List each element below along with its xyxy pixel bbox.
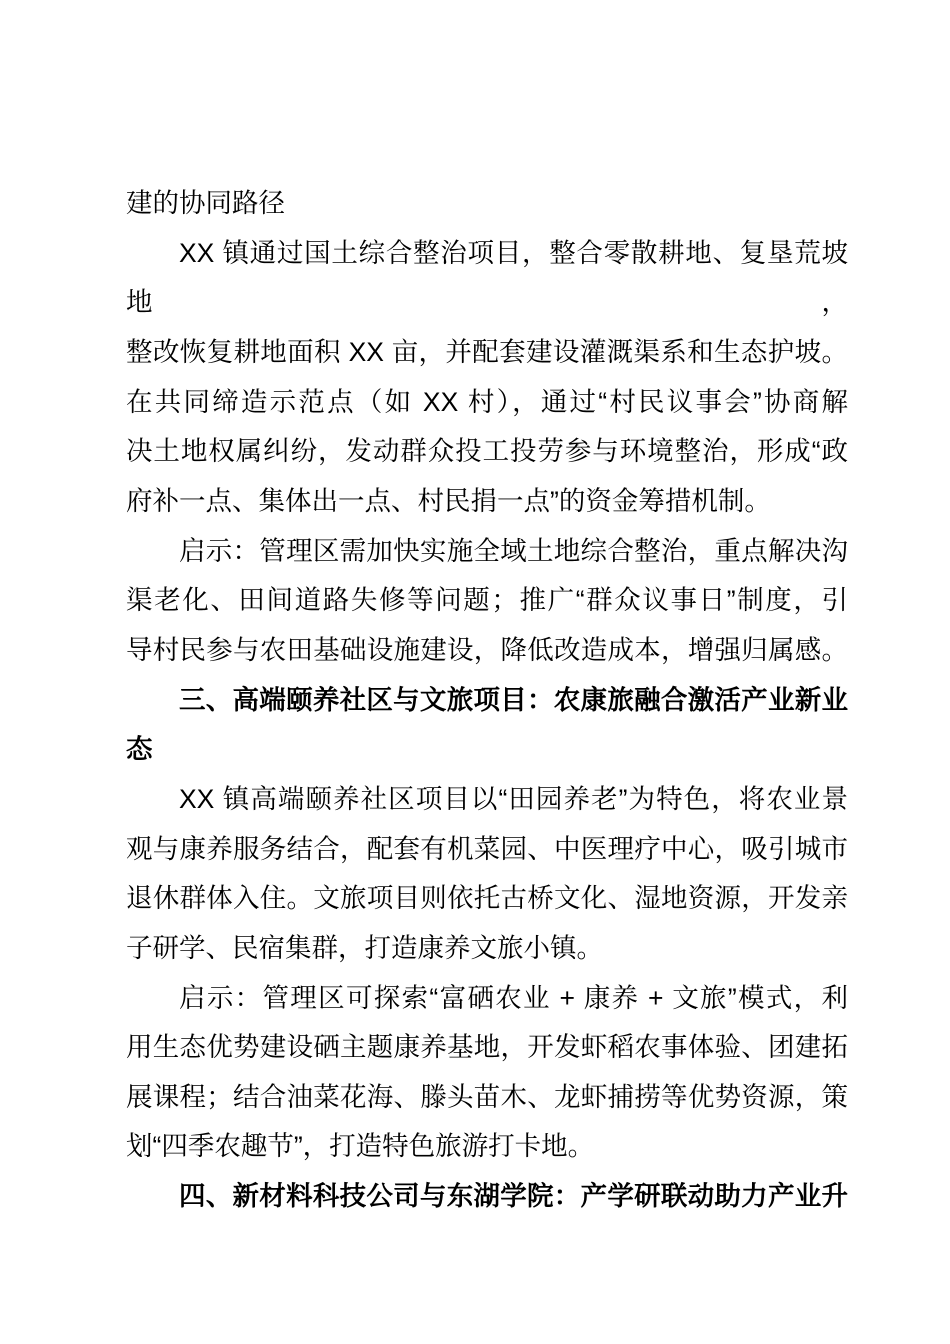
- text-line: 启示：管理区需加快实施全域土地综合整治，重点解决沟: [179, 535, 848, 566]
- text-line: 观与康养服务结合，配套有机菜园、中医理疗中心，吸引城市: [126, 833, 848, 864]
- text-line: 退休群体入住。文旅项目则依托古桥文化、湿地资源，开发亲: [126, 883, 848, 914]
- text-block: [126, 179, 848, 1222]
- heading-line: 四、新材料科技公司与东湖学院：产学研联动助力产业升: [179, 1181, 848, 1212]
- text-line: 府补一点、集体出一点、村民捐一点”的资金筹措机制。: [126, 485, 771, 516]
- text-line: 整改恢复耕地面积 XX 亩，并配套建设灌溉渠系和生态护坡。: [126, 336, 848, 367]
- text-line: 导村民参与农田基础设施建设，降低改造成本，增强归属感。: [126, 634, 848, 665]
- text-line: 子研学、民宿集群，打造康养文旅小镇。: [126, 932, 603, 963]
- text-line: XX 镇高端颐养社区项目以“田园养老”为特色，将农业景: [179, 783, 848, 814]
- text-line: 决土地权属纠纷，发动群众投工投劳参与环境整治，形成“政: [126, 436, 848, 467]
- text-line: XX 镇通过国土综合整治项目，整合零散耕地、复垦荒坡地，: [126, 237, 848, 318]
- text-line: 划“四季农趣节”，打造特色旅游打卡地。: [126, 1131, 595, 1162]
- heading-line: 三、高端颐养社区与文旅项目：农康旅融合激活产业新业: [179, 684, 848, 715]
- text-line: 展课程；结合油菜花海、滕头苗木、龙虾捕捞等优势资源，策: [126, 1081, 848, 1112]
- text-line: 在共同缔造示范点（如 XX 村），通过“村民议事会”协商解: [126, 386, 848, 417]
- text-line: 用生态优势建设硒主题康养基地，开发虾稻农事体验、团建拓: [126, 1032, 848, 1063]
- text-line: 渠老化、田间道路失修等问题；推广“群众议事日”制度，引: [126, 585, 848, 616]
- heading-line: 态: [126, 734, 153, 765]
- text-line: 启示：管理区可探索“富硒农业 + 康养 + 文旅”模式，利: [179, 982, 848, 1013]
- text-line: 建的协同路径: [126, 188, 285, 218]
